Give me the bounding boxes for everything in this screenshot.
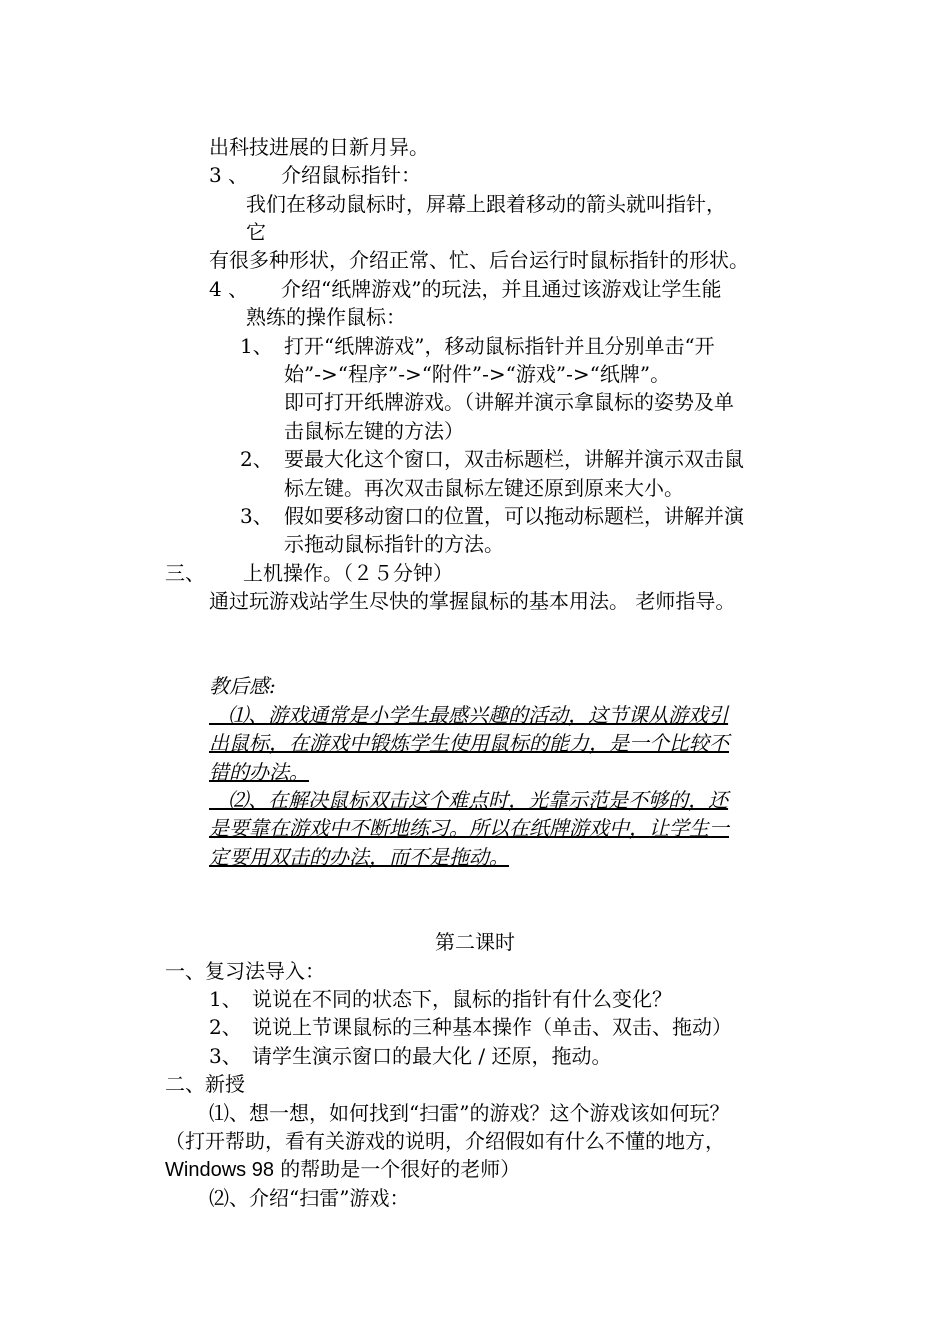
list-number: 3、	[240, 504, 273, 528]
reflection-line: ⑴、游戏通常是小学生最感兴趣的活动，这节课从游戏引	[209, 703, 729, 727]
section-heading: 一、复习法导入：	[165, 959, 325, 983]
text-line	[165, 1155, 520, 1184]
text-line: 假如要移动窗口的位置，可以拖动标题栏，讲解并演	[284, 504, 744, 528]
text-line: 我们在移动鼠标时，屏幕上跟着移动的箭头就叫指针，	[246, 192, 726, 216]
text-line: 击鼠标左键的方法）	[284, 419, 464, 443]
list-number: 3 、	[209, 163, 249, 187]
text-line: 打开“纸牌游戏”，移动鼠标指针并且分别单击“开	[284, 334, 715, 358]
reflection-title: 教后感:	[209, 674, 276, 698]
text-line: 熟练的操作鼠标：	[246, 305, 406, 329]
lesson-heading: 第二课时	[435, 930, 515, 954]
text-line: ⑵、介绍“扫雷”游戏：	[209, 1186, 410, 1210]
text-line: 它	[246, 220, 266, 244]
list-number: 3、	[209, 1044, 242, 1068]
list-item: 说说在不同的状态下，鼠标的指针有什么变化？	[252, 987, 672, 1011]
windows-98-text: Windows 98	[165, 1159, 274, 1181]
list-item: 请学生演示窗口的最大化 / 还原，拖动。	[252, 1044, 612, 1068]
text-line: 标左键。再次双击鼠标左键还原到原来大小。	[284, 476, 684, 500]
reflection-line: 是要靠在游戏中不断地练习。所以在纸牌游戏中，让学生一	[209, 816, 729, 840]
text-line: 要最大化这个窗口，双击标题栏，讲解并演示双击鼠	[284, 447, 744, 471]
text-line: 有很多种形状，介绍正常、忙、后台运行时鼠标指针的形状。	[209, 248, 749, 272]
text-line: 始”->“程序”->“附件”->“游戏”->“纸牌”。	[284, 362, 671, 386]
section-heading: 上机操作。（２５分钟）	[243, 561, 453, 585]
text-line: 出科技进展的日新月异。	[209, 135, 429, 159]
text-line: （打开帮助，看有关游戏的说明，介绍假如有什么不懂的地方，	[165, 1129, 725, 1153]
list-number: 2、	[240, 447, 273, 471]
list-number: 4 、	[209, 277, 249, 301]
section-heading: 二、新授	[165, 1072, 245, 1096]
section-number: 三、	[165, 561, 205, 585]
list-number: 1、	[240, 334, 273, 358]
list-number: 2、	[209, 1015, 242, 1039]
text-line: 示拖动鼠标指针的方法。	[284, 532, 504, 556]
text-line: 通过玩游戏站学生尽快的掌握鼠标的基本用法。 老师指导。	[209, 589, 736, 613]
text-line: ⑴、想一想，如何找到“扫雷”的游戏？这个游戏该如何玩？	[209, 1101, 730, 1125]
reflection-line: 出鼠标，在游戏中锻炼学生使用鼠标的能力，是一个比较不	[209, 731, 729, 755]
reflection-line: ⑵、在解决鼠标双击这个难点时，光靠示范是不够的，还	[209, 788, 729, 812]
list-item: 说说上节课鼠标的三种基本操作（单击、双击、拖动）	[252, 1015, 732, 1039]
text-line: 介绍“纸牌游戏”的玩法，并且通过该游戏让学生能	[281, 277, 722, 301]
reflection-line: 定要用双击的办法，而不是拖动。	[209, 845, 509, 869]
list-number: 1、	[209, 987, 242, 1011]
text-line: 介绍鼠标指针：	[281, 163, 421, 187]
reflection-line: 错的办法。	[209, 760, 309, 784]
text-line: 即可打开纸牌游戏。（讲解并演示拿鼠标的姿势及单	[284, 390, 734, 414]
text-span: 的帮助是一个很好的老师）	[273, 1157, 521, 1181]
